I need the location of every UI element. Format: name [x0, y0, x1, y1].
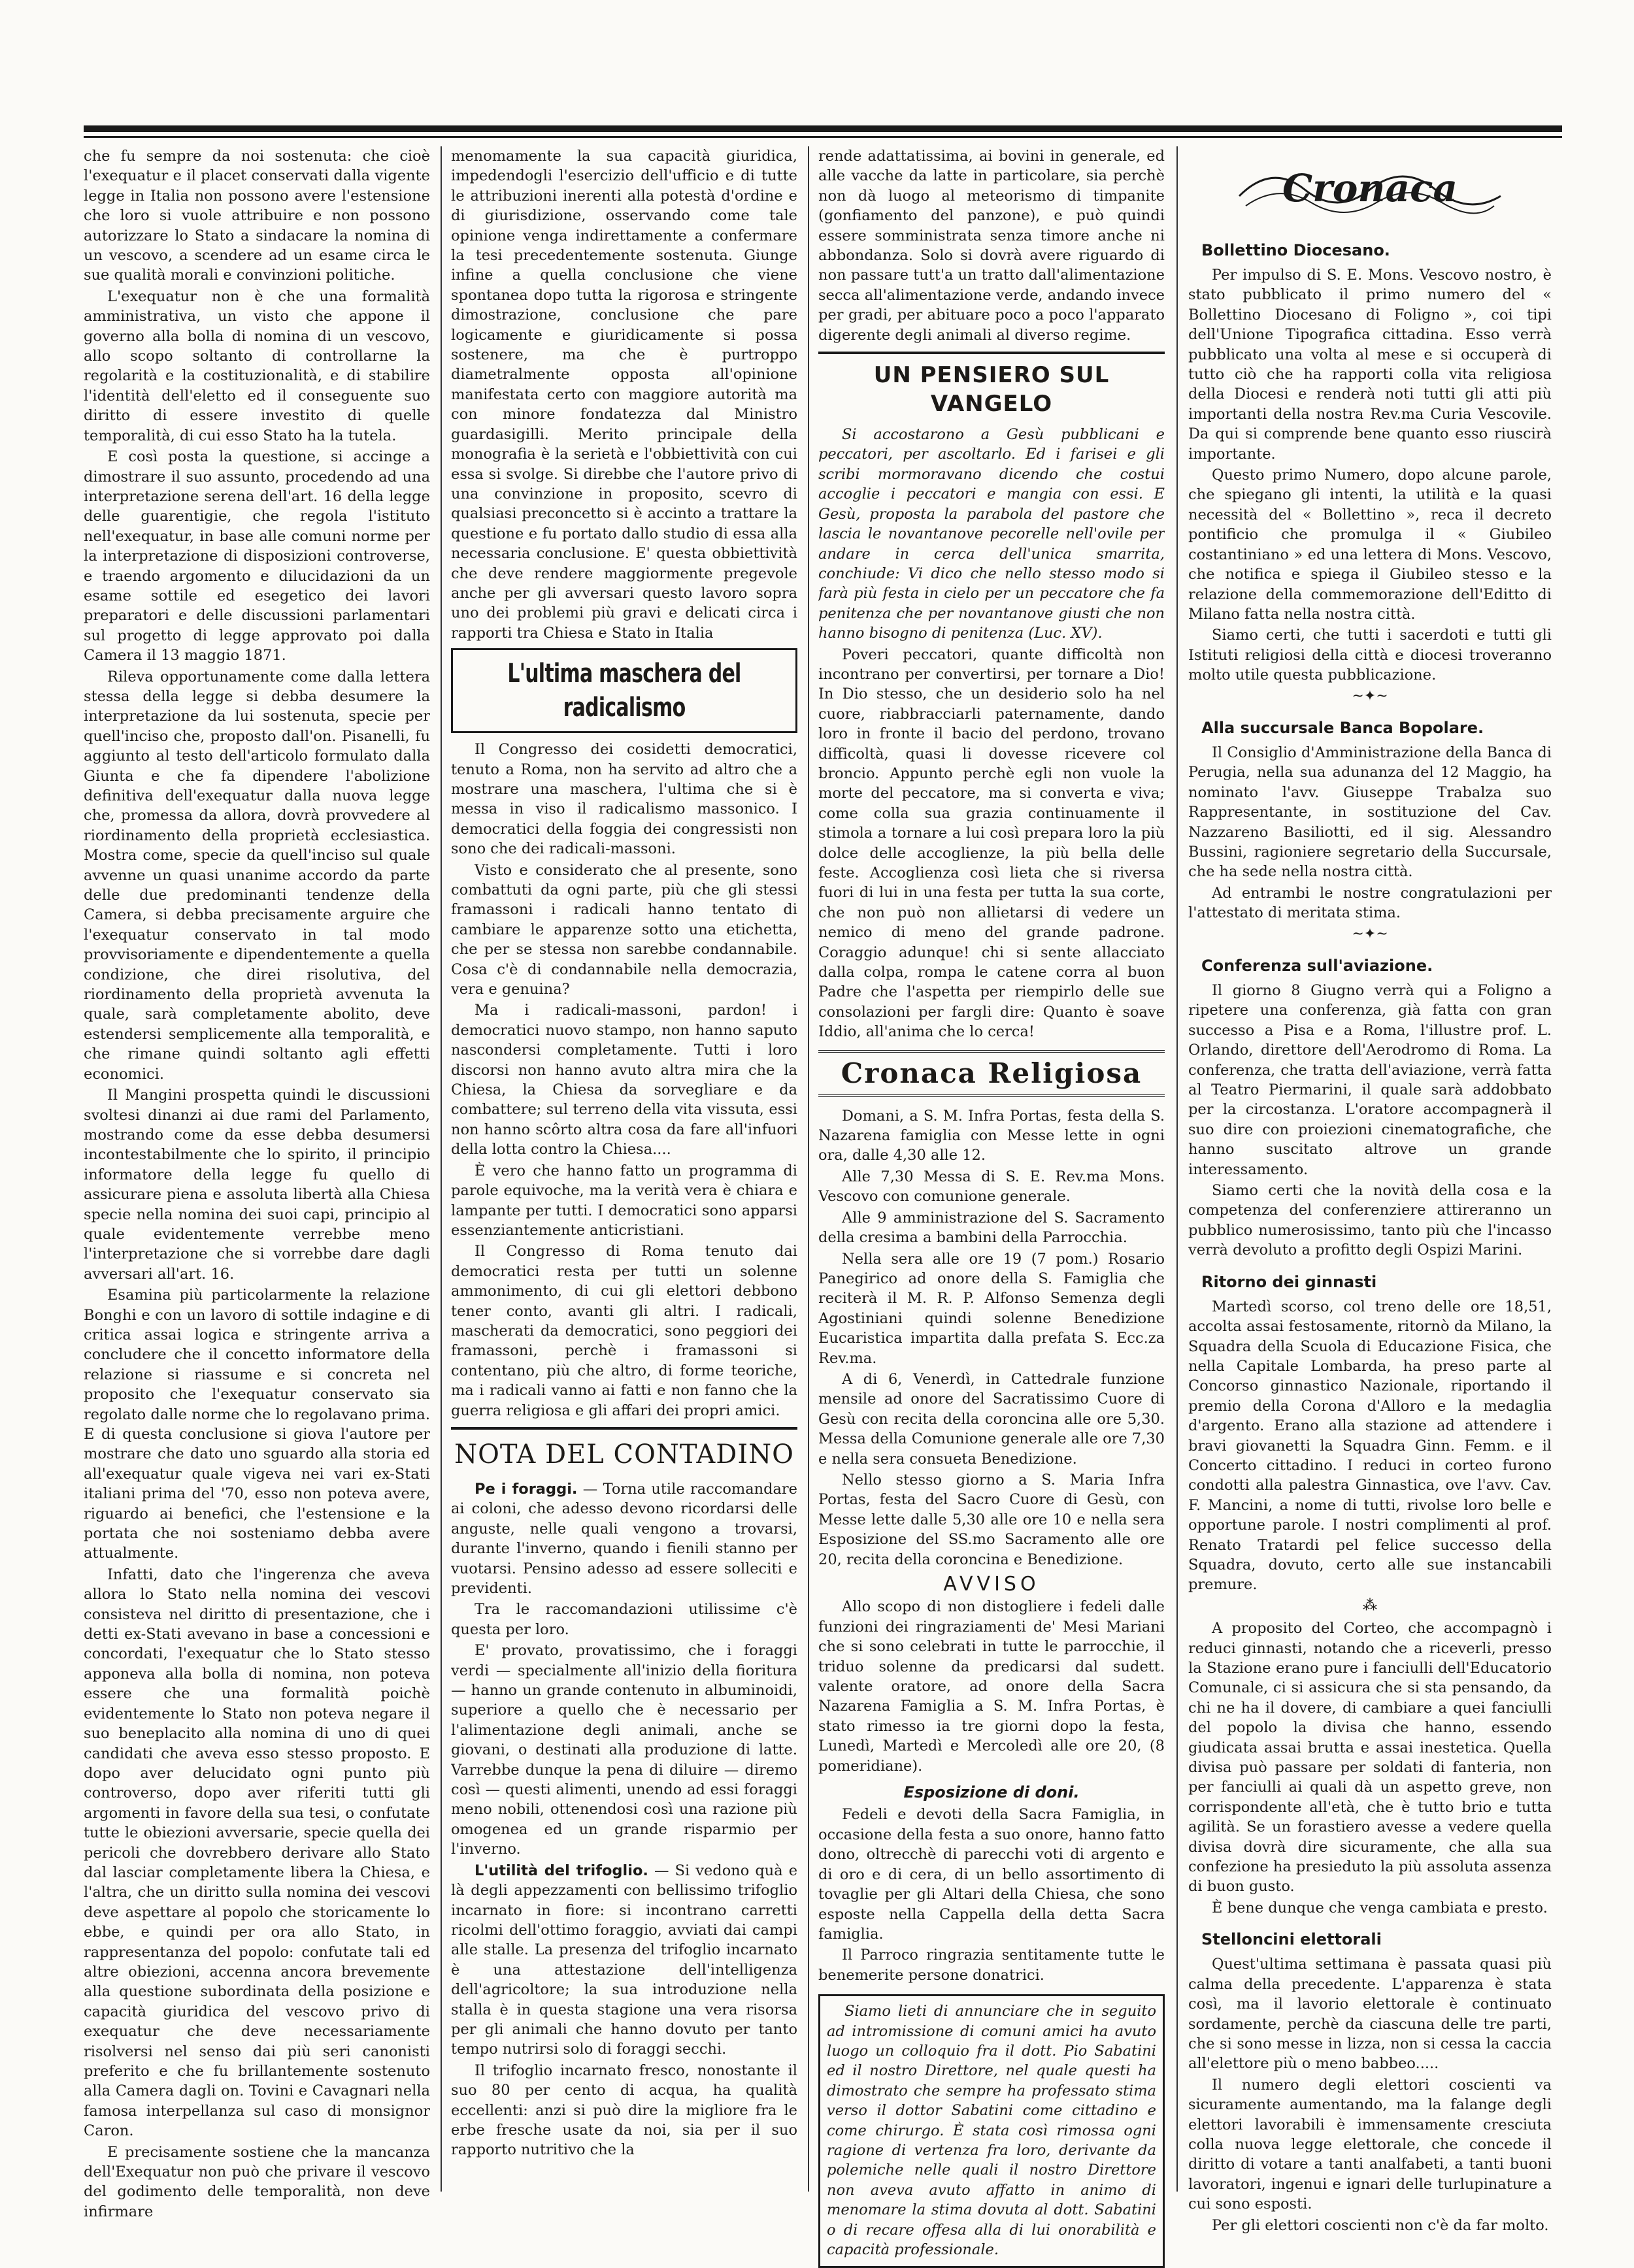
paragraph: Martedì scorso, col treno delle ore 18,51, accolta assai festosamente, ritornò da Milano, la Squadra della Scuola di Educazione Fisica, che nella Capitale Lombarda, ha preso parte al Concorso ginnastico Nazionale, riportando il premio della Corona d'Alloro e la medaglia d'argento. Erano alla stazione ad attendere i bravi giovanetti la Squadra Ginn. Femm. e il Concerto cittadino. I reduci in corteo furono condotti alla palestra Ginnastica, ove l'avv. Cav. F. Mancini, a nome di tutti, rivolse loro belle e opportune parole. I nostri complimenti al prof. Renato Tratardi pel felice successo della Squadra, dovuto, certo alle sue instancabili premure.	[1188, 1298, 1552, 1594]
cronaca-religiosa-headline: Cronaca Religiosa	[818, 1050, 1165, 1097]
paragraph: A di 6, Venerdì, in Cattedrale funzione mensile ad onore del Sacratissimo Cuore di Gesù con recita della coroncina alle ore 5,30. Messa della Comunione generale alle ore 7,30 e nella sera consueta Benedizione.	[818, 1370, 1165, 1468]
section-rule	[451, 1427, 797, 1430]
paragraph: Il trifoglio incarnato fresco, nonostante il suo 80 per cento di acqua, ha qualità eccellenti: anzi si può dire la migliore fra le erbe fresche usate da noi, sia per il suo rapporto nutritivo che la	[451, 2062, 797, 2159]
avviso-headline: AVVISO	[943, 1573, 1040, 1596]
vangelo-headline: UN PENSIERO SUL VANGELO	[873, 362, 1110, 418]
paragraph: Il numero degli elettori coscienti va sicuramente aumentando, ma la falange degli elettori lavorabili è immensamente cresciuta colla nuova legge elettorale, che concede il diritto di votare a tanti analfabeti, a tanti buoni lavoratori, ingenui e ignari delle turlupinature a cui sono esposti.	[1188, 2076, 1552, 2213]
vangelo-quote: Si accostarono a Gesù pubblicani e peccatori, per ascoltarlo. Ed i farisei e gli scribi mormoravano dicendo che costui accoglie i peccatori e mangia con essi. E Gesù, proposta la parabola del pastore che lascia le novantanove pecorelle nell'ovile per andare in cerca dell'unica smarrita, conchiude: Vi dico che nello stesso modo si farà più festa in cielo per un peccatore che fa penitenza che per novantanove giusti che non hanno bisogno di penitenza (Luc. XV).	[818, 426, 1165, 642]
paragraph-text: — Torna utile raccomandare ai coloni, che adesso devono ricordarsi delle anguste, nelle quali vengono a trovarsi, durante l'inverno, quando i fienili stanno per vuotarsi. Pensino adesso ad essere solleciti e previdenti.	[451, 1480, 797, 1597]
paragraph: E' provato, provatissimo, che i foraggi verdi — specialmente all'inizio della fioritura — hanno un grande contenuto in albuminoidi, superiore a quello che è necessario per l'alimentazione degli animali, anche se giovani, o destinati alla produzione di latte. Varrebbe dunque la pena di diluire — diremo così — questi alimenti, unendo ad essi foraggi meno nobili, ottenendosi così una razione più omogenea ed un grande risparmio per l'inverno.	[451, 1642, 797, 1858]
paragraph: E precisamente sostiene che la mancanza dell'Exequatur non può che privare il vescovo del godimento delle temporalità, non deve infirmare	[84, 2143, 430, 2220]
column-2	[451, 146, 797, 2161]
paragraph: Tra le raccomandazioni utilissime c'è questa per loro.	[451, 1601, 797, 1638]
paragraph: Quest'ultima settimana è passata quasi più calma della precedente. L'apparenza è stata così, ma il lavorio elettorale è continuato sordamente, perchè da ciascuna delle tre parti, che si sono messe in lizza, non si cessa la caccia all'elettore più o meno babbeo.....	[1188, 1956, 1552, 2073]
paragraph: Il Mangini prospetta quindi le discussioni svoltesi dinanzi ai due rami del Parlamento, mostrando come da esse debba desumersi incontestabilmente che lo spirito, il principio informatore della legge fu quello di assicurare piena e assoluta libertà alla Chiesa specie nella nomina dei suoi capi, principio al quale evidentemente verrebbe meno l'interpretazione che si vorrebbe dare dagli avversari all'art. 16.	[84, 1087, 430, 1283]
radicalismo-headline-box	[451, 648, 797, 733]
paragraph: Ad entrambi le nostre congratulazioni per l'attestato di meritata stima.	[1188, 884, 1552, 922]
column-divider	[1176, 146, 1178, 2192]
cronaca-masthead	[1188, 150, 1552, 229]
paragraph: Poveri peccatori, quante difficoltà non incontrano per convertirsi, per tornare a Dio! In Dio stesso, che un desiderio solo ha nel cuore, riabbracciarli paternamente, dando loro in fronte il bacio del perdono, trovano difficoltà, quasi li dovesse ricevere col broncio. Appunto perchè egli non vuole la morte del peccatore, ma si converta e viva; come colla sua grazia continuamente il stimola a tornare a lui così prepara loro la più dolce delle accoglienze, la più bella delle feste. Accoglienza così lieta che si riversa fuori di lui in una festa per tutta la sua corte, che non può non allietarsi di vedere un nemico di meno del grande padrone. Coraggio adunque! chi si sente allacciato dalla colpa, rompa le catene corra al buon Padre che l'aspetta per riempirlo delle sue consolazioni per fargli dire: Quanto è soave Iddio, all'anima che lo cerca!	[818, 646, 1165, 1041]
section-rule	[818, 352, 1165, 354]
paragraph: Rileva opportunamente come dalla lettera stessa della legge si debba desumere la interpretazione da lui sostenuta, specie per quell'inciso che, proposto dall'on. Pisanelli, fu aggiunto al testo dell'articolo formulato dalla Giunta e che fa dipendere l'abolizione definitiva dell'exequatur dalla nuova legge che, promessa da allora, dovrà provvedere al riordinamento della proprietà ecclesiastica. Mostra come, specie da quell'inciso sul quale avvenne un quasi unanime accordo da parte delle due predominanti tendenze della Camera, si debba precisamente arguire che l'exequatur conservato in tal modo provvisoriamente e dipendentemente a quella condizione, che direi risolutiva, del riordinamento della proprietà avvenuta la quale, sarà completamente abolito, deve estendersi semplicemente alla temporalità, e che rimane quindi soltanto agli effetti economici.	[84, 668, 430, 1083]
paragraph: rende adattatissima, ai bovini in generale, ed alle vacche da latte in particolare, sia perchè non dà luogo al meteorismo di timpanite (gonfiamento del panzone), e può quindi essere somministrata senza timore anche ni abbondanza. Solo si dovrà avere riguardo di non passare tutt'a un tratto dall'alimentazione secca all'alimentazione verde, andando invece per gradi, per abituare poco a poco l'apparato digerente degli animali al diverso regime.	[818, 148, 1165, 344]
paragraph: Il Congresso dei cosidetti democratici, tenuto a Roma, non ha servito ad altro che a mostrare una maschera, l'ultima che si è messa in viso il radicalismo massonico. I democratici della foggia dei congressisti non sono che dei radicali-massoni.	[451, 741, 797, 858]
paragraph: E così posta la questione, si accinge a dimostrare il suo assunto, procedendo ad una interpretazione serena dell'art. 16 della legge delle guarentigie, che regola l'istituto nell'exequatur, in base alle comuni norme per la interpretazione di disposizioni controverse, e traendo argomento e dilucidazioni da un esame sottile ed esegetico dei lavori preparatori e delle discussioni parlamentari sul progetto di legge approvato poi dalla Camera il 13 maggio 1871.	[84, 448, 430, 665]
paragraph-text: — Si vedono quà e là degli appezzamenti con bellissimo trifoglio incarnato in fiore: si incontrano carretti ricolmi dell'ottimo foraggio, avviati dai campi alle stalle. La presenza del trifoglio incarnato è una attestazione dell'intelligenza dell'agricoltore; la sua introduzione nella stalla è in questa stagione una vera risorsa per gli animali che hanno dovuto per tanto tempo nutrirsi solo di foraggi secchi.	[451, 1862, 797, 2058]
paragraph: Esamina più particolarmente la relazione Bonghi e con un lavoro di sottile indagine e di critica assai logica e stringente arriva a concludere che il concetto informatore della relazione si riassume e si concreta nel proposito che l'exequatur conservato sia regolato dalle norme che lo regolavano prima. E di questa conclusione si giova l'autore per mostrare che dato uno sguardo alla storia ed all'exequatur quale vigeva nei vari ex-Stati italiani prima del '70, esso non poteva avere, riguardo ai benefici, che l'estensione e la portata che noi sosteniamo debba avere attualmente.	[84, 1287, 430, 1562]
column-3	[818, 146, 1165, 2268]
paragraph: Per impulso di S. E. Mons. Vescovo nostro, è stato pubblicato il primo numero del « Bollettino Diocesano di Foligno », coi tipi dell'Unione Tipografica cittadina. Esso verrà pubblicato una volta al mese e si occuperà di tutto ciò che ha rapporti colla vita religiosa della Diocesi e renderà noti tutti gli atti più importanti della nostra Rev.ma Curia Vescovile. Da qui si comprende bene quanto esso riuscirà importante.	[1188, 267, 1552, 463]
paragraph: Visto e considerato che al presente, sono combattuti da ogni parte, più che gli stessi framassoni i radicali hanno tentato di cambiare le apparenze sotto una etichetta, che per se stessa non sarebbe condannabile. Cosa c'è di condannabile nella democrazia, vera e genuina?	[451, 861, 797, 998]
paragraph: È bene dunque che venga cambiata e presto.	[1212, 1899, 1548, 1916]
stelloncini-title: Stelloncini elettorali	[1201, 1930, 1382, 1949]
notice-text: Siamo lieti di annunciare che in seguito ad intromissione di comuni amici ha avuto luogo un colloquio fra il dott. Pio Sabatini ed il nostro Direttore, nel quale questi ha dimostrato che sempre ha professato stima verso il dottor Sabatini come cittadino e come chirurgo. È stata così rimossa ogni ragione di vertenza fra loro, derivante da polemiche nelle quali il nostro Direttore non aveva avuto affatto in animo di menomare la stima dovuta al dott. Sabatini o di recare offesa alla di lui onorabilità e capacità professionale.	[827, 2003, 1156, 2258]
trifoglio-subtitle: L'utilità del trifoglio.	[475, 1862, 648, 1879]
top-rule	[84, 125, 1562, 132]
column-1	[84, 146, 430, 2223]
column-divider	[441, 146, 442, 2192]
aviazione-title: Conferenza sull'aviazione.	[1201, 957, 1433, 975]
paragraph: Siamo certi, che tutti i sacerdoti e tutti gli Istituti religiosi della città e diocesi troveranno molto utile questa pubblicazione.	[1188, 627, 1552, 684]
asterism-icon: ⁂	[1363, 1597, 1377, 1614]
paragraph: L'exequatur non è che una formalità amministrativa, un visto che appone il governo alla bolla di nomina di un vescovo, allo scopo soltanto di controllarne la regolarità e la costituzionalità, e di stabilire l'identità dell'eletto ed il conseguente suo diritto di essere investito di quelle temporalità, di cui esso Stato ha la tutela.	[84, 288, 430, 444]
esposizione-headline: Esposizione di doni.	[903, 1783, 1080, 1802]
nota-headline: NOTA DEL CONTADINO	[454, 1439, 794, 1470]
notice-box	[818, 1994, 1165, 2268]
divider-ornament-icon: ~✦~	[1352, 687, 1388, 704]
paragraph: Alle 9 amministrazione del S. Sacramento della cresima a bambini della Parrocchia.	[818, 1209, 1165, 1247]
paragraph: Il giorno 8 Giugno verrà qui a Foligno a ripetere una conferenza, già fatta con gran successo a Pisa e a Roma, l'illustre prof. L. Orlando, direttore dell'Aerodromo di Roma. La conferenza, che tratta dell'aviazione, verrà fatta al Teatro Piermarini, il quale sarà addobbato per la circostanza. L'oratore accompagnerà il suo dire con proiezioni cinematografiche, che hanno suscitato altrove un grande interessamento.	[1188, 982, 1552, 1178]
paragraph: Il Consiglio d'Amministrazione della Banca di Perugia, nella sua adunanza del 12 Maggio, ha nominato l'avv. Giuseppe Trabalza suo Rappresentante, in sostituzione del Cav. Nazzareno Basiliotti, ed il sig. Alessandro Bussini, ragioniere segretario della Succursale, che ha sede nella nostra città.	[1188, 744, 1552, 881]
paragraph: Allo scopo di non distogliere i fedeli dalle funzioni dei ringraziamenti de' Mesi Mariani che si sono celebrati in tutte le parrocchie, il triduo solenne da predicarsi dal sudett. valente oratore, ad onore della Sacra Nazarena Famiglia a S. M. Infra Portas, è stato rimesso ia tre giorni dopo la festa, Lunedì, Martedì e Mercoledì alle ore 20, (8 pomeridiane).	[818, 1598, 1165, 1775]
cronaca-masthead-ornament-icon	[1233, 150, 1507, 229]
column-divider	[808, 146, 809, 2192]
paragraph: Il Parroco ringrazia sentitamente tutte le benemerite persone donatrici.	[818, 1947, 1165, 1984]
radicalismo-headline: L'ultima maschera del radicalismo	[507, 659, 741, 723]
paragraph: Alle 7,30 Messa di S. E. Rev.ma Mons. Vescovo con comunione generale.	[818, 1168, 1165, 1206]
paragraph: Domani, a S. M. Infra Portas, festa della S. Nazarena famiglia con Messe lette in ogni ora, dalle 4,30 alle 12.	[818, 1107, 1165, 1164]
top-rule-thin	[84, 136, 1562, 138]
paragraph: menomamente la sua capacità giuridica, impedendogli l'esercizio dell'ufficio e di tutte le attribuzioni inerenti alla potestà d'ordine e di giurisdizione, osservando come tale opinione venga indirettamente a confermare la tesi precedentemente sostenuta. Giunge infine a quella conclusione che viene spontanea dopo tutta la rigorosa e stringente dimostrazione, conclusione che pare logicamente e giuridicamente si possa sostenere, ma che è purtroppo diametralmente opposta all'opinione manifestata certo con maggiore autorità ma con minore fondatezza dal Ministro guardasigilli. Merito principale della monografia è la serietà e l'obbiettività con cui essa si svolge. Si direbbe che l'autore privo di una convinzione in proposito, scevro di qualsiasi preconcetto si è accinto a trattare la questione e fu portato dallo studio di essa alla necessaria conclusione. E' questa obbiettività che deve rendere maggiormente pregevole anche per gli avversari questo lavoro sopra uno dei problemi più gravi e delicati circa i rapporti tra Chiesa e Stato in Italia	[451, 148, 797, 642]
paragraph: Siamo certi che la novità della cosa e la competenza del conferenziere attireranno un pubblico numerosissimo, tanto più che l'incasso verrà devoluto a profitto degli Ospizi Marini.	[1188, 1182, 1552, 1259]
paragraph: Nello stesso giorno a S. Maria Infra Portas, festa del Sacro Cuore di Gesù, con Messe lette dalle 5,30 alle ore 10 e nella sera Esposizione del SS.mo Sacramento alle ore 20, recita della coroncina e Benedizione.	[818, 1471, 1165, 1568]
banca-title: Alla succursale Banca Bopolare.	[1201, 718, 1484, 737]
paragraph: Infatti, dato che l'ingerenza che aveva allora lo Stato nella nomina dei vescovi consisteva nel diritto di presentazione, che i detti ex-Stati avevano in base a concessioni e concordati, l'exequatur che lo Stato stesso apponeva alla bolla di nomina, non poteva essere che una formalità poichè evidentemente lo Stato non poteva negare il suo beneplacito alla nomina di uno di quei candidati che aveva esso stesso proposto. E dopo aver delucidato ogni punto più controverso, dopo aver riferiti tutti gli argomenti in favore della sua tesi, o confutate tutte le obiezioni avversarie, specie quella dei pericoli che dovrebbero derivare allo Stato dal lasciar completamente libera la Chiesa, e l'altra, che un diritto sulla nomina dei vescovi deve aspettare al popolo che storicamente lo ebbe, e quindi per ora allo Stato, in rappresentanza del popolo: confutate tali ed altre obiezioni, accenna ancora brevemente alla questione subordinata della posizione e capacità giuridica del vescovo privo di exequatur che deve necessariamente risolversi nel senso dai più seri canonisti preferito e che fu brillantemente sostenuto alla Camera dagli on. Tovini e Cavagnari nella famosa interpellanza sul caso di monsignor Caron.	[84, 1566, 430, 2140]
paragraph: È vero che hanno fatto un programma di parole equivoche, ma la verità vera è chiara e lampante per tutti. I democratici sono apparsi essenziantemente anticristiani.	[451, 1162, 797, 1239]
paragraph: Questo primo Numero, dopo alcune parole, che spiegano gli intenti, la utilità e la quasi necessità del « Bollettino », reca il decreto pontificio che promulga il « Giubileo costantiniano » ed una lettera di Mons. Vescovo, che notifica e spiega il Giubileo stesso e la relazione della commemorazione dell'Editto di Milano fatta nella nostra città.	[1188, 467, 1552, 623]
foraggi-subtitle: Pe i foraggi.	[475, 1480, 578, 1498]
divider-ornament-icon: ~✦~	[1352, 925, 1388, 942]
paragraph: Per gli elettori coscienti non c'è da far molto.	[1212, 2216, 1549, 2234]
paragraph: Il Congresso di Roma tenuto dai democratici resta per tutti un solenne ammonimento, di cui gli elettori debbono tener conto, avanti gli altri. I radicali, mascherati da democratici, sono peggiori dei framassoni, perchè i framassoni si contentano, più che altro, di forme teoriche, ma i radicali vanno ai fatti e non fanno che la guerra religiosa e gli affari dei propri amici.	[451, 1243, 797, 1419]
paragraph: che fu sempre da noi sostenuta: che cioè l'exequatur e il placet conservati dalla vigente legge in Italia non possono avere l'estensione che loro si vuole attribuire e non possono autorizzare lo Stato a sindacare la nomina di un vescovo, a scendere ad un esame circa le sue qualità morali e convinzioni politiche.	[84, 148, 430, 284]
paragraph: Fedeli e devoti della Sacra Famiglia, in occasione della festa a suo onore, hanno fatto dono, oltrecchè di parecchi voti di argento e di oro e di cera, di un bello assortimento di tovaglie per gli Altari della Chiesa, che sono esposte nella Cappella della detta Sacra famiglia.	[818, 1806, 1165, 1943]
paragraph: Ma i radicali-massoni, pardon! i democratici nuovo stampo, non hanno saputo nascondersi completamente. Tutti i loro discorsi non hanno avuto altra mira che la Chiesa, la Chiesa da sorvegliare e da combattere; sul terreno della vita vissuta, essi non hanno scôrto altra cosa da fare all'infuori della lotta contro la Chiesa....	[451, 1002, 797, 1159]
ginnasti-title: Ritorno dei ginnasti	[1201, 1272, 1377, 1291]
paragraph: Nella sera alle ore 19 (7 pom.) Rosario Panegirico ad onore della S. Famiglia che reciterà il M. R. P. Alfonso Semenza degli Agostiniani quindi solenne Benedizione Eucaristica impartita dalla prefata S. Ecc.za Rev.ma.	[818, 1250, 1165, 1367]
paragraph: A proposito del Corteo, che accompagnò i reduci ginnasti, notando che a riceverli, presso la Stazione erano pure i fanciulli dell'Educatorio Comunale, ci si assicura che si sta pensando, da chi ne ha il dovere, di cambiare a quei fanciulli del popolo la divisa che hanno, essendo giudicata assai brutta e assai inestetica. Quella divisa può passare per soldati di fanteria, non per fanciulli ai quali dà un aspetto greve, non corrispondente all'età, che è tutto brio e tutta agilità. Se un forastiero avesse a vedere quella divisa dovrà dire sicuramente, che alla sua confezione ha presieduto la più assoluta assenza di buon gusto.	[1188, 1620, 1552, 1896]
masthead-label: Cronaca	[1282, 166, 1458, 210]
bollettino-title: Bollettino Diocesano.	[1201, 241, 1390, 259]
column-4	[1188, 146, 1552, 2237]
